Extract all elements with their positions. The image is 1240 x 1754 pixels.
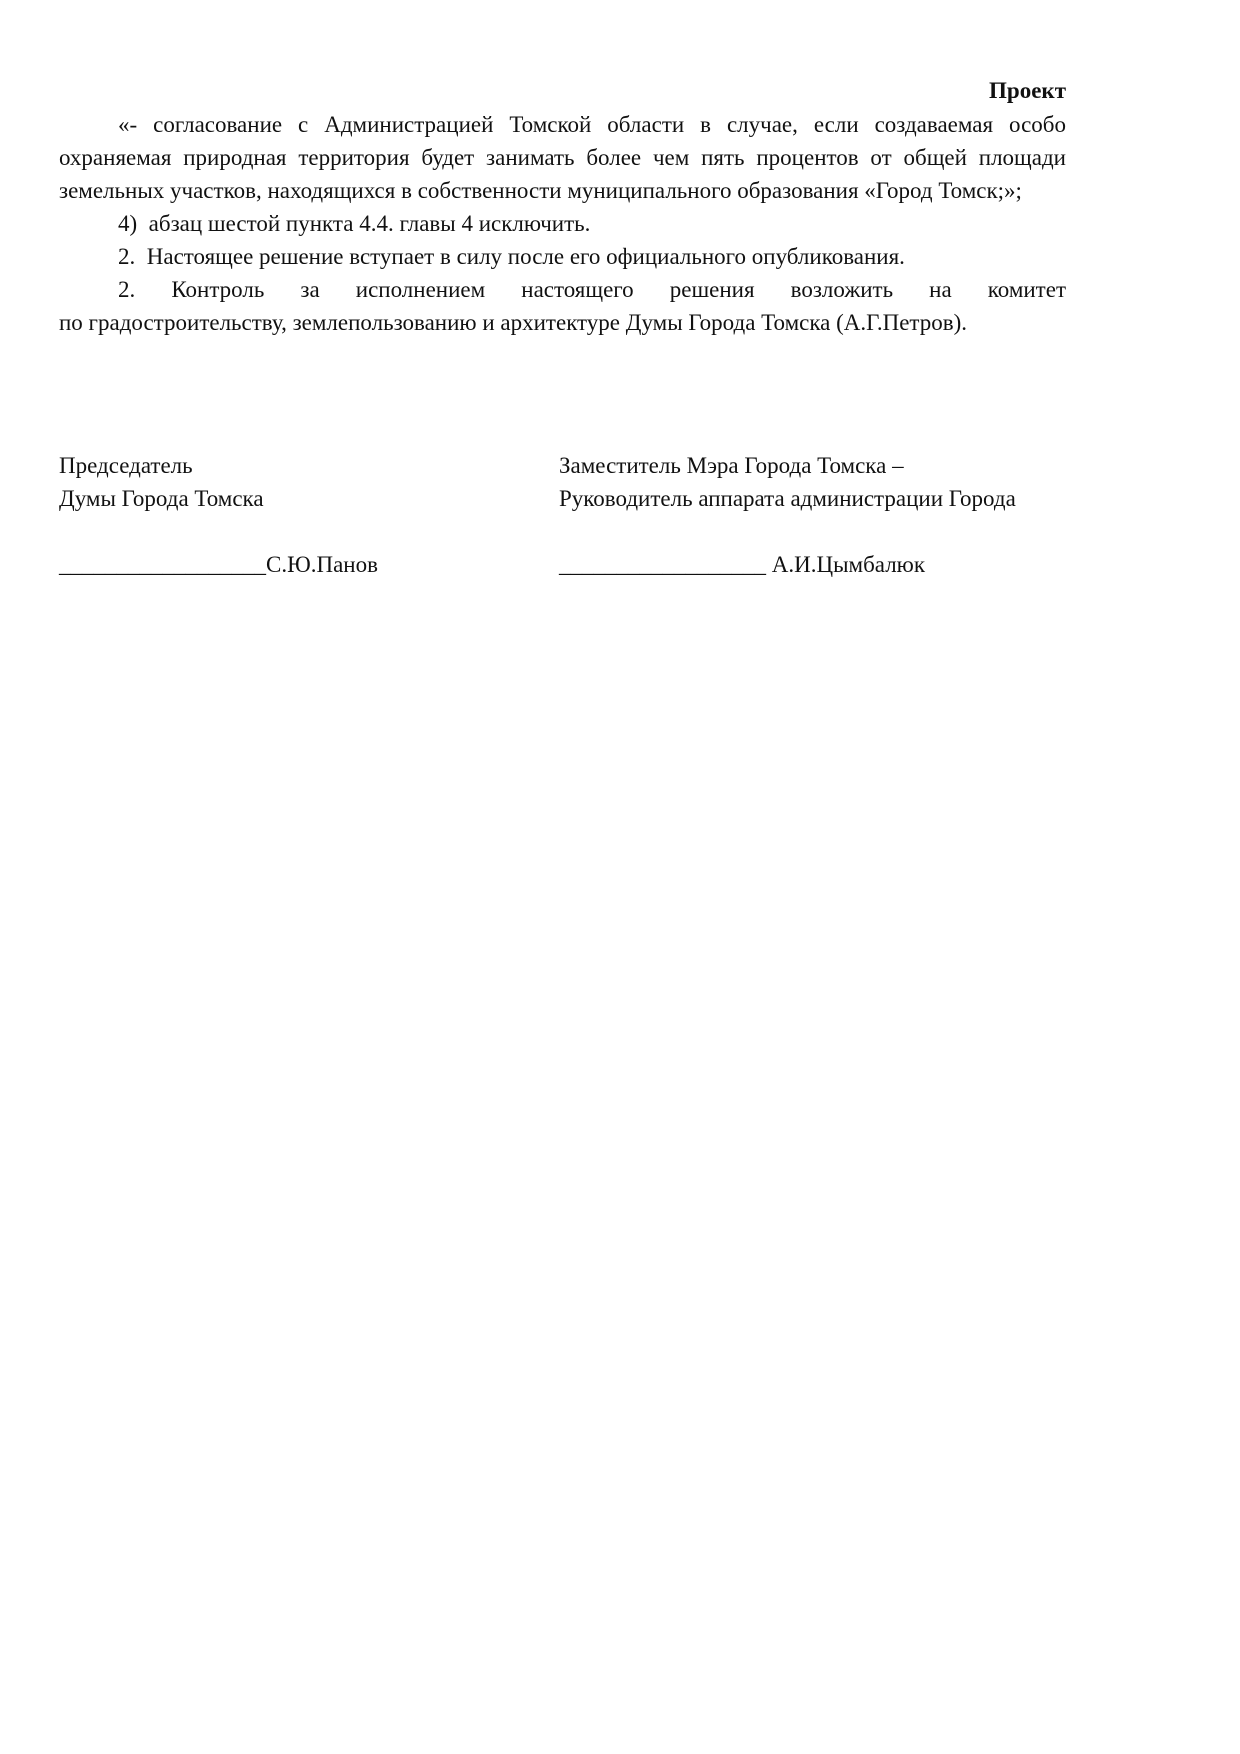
- item-2-effective-paragraph: 2. Настоящее решение вступает в силу после его официального опубликования.: [118, 244, 905, 269]
- signature-right-title-1: Заместитель Мэра Города Томска –: [559, 453, 904, 478]
- signature-right: [559, 449, 1066, 581]
- signature-right-name: __________________ А.И.Цымбалюк: [559, 552, 926, 577]
- project-label: Проект: [989, 78, 1066, 103]
- item-2-control-paragraph-line2: по градостроительству, землепользованию и архитектуре Думы Города Томска (А.Г.Петров).: [59, 310, 968, 335]
- amendment-quote-paragraph: «- согласование с Администрацией Томской области в случае, если создаваемая особо охраняемая природная территория будет занимать более чем пять процентов от общей площади земельных участков, находящихся в собственности муниципального образования «Город Томск;»;: [59, 112, 1066, 203]
- item-4-paragraph: 4) абзац шестой пункта 4.4. главы 4 исключить.: [118, 211, 591, 236]
- signature-left: [59, 449, 539, 581]
- signature-left-title-1: Председатель: [59, 453, 193, 478]
- item-2-control-paragraph-line1: 2. Контроль за исполнением настоящего решения возложить на комитет: [118, 277, 1066, 302]
- signature-left-name: __________________С.Ю.Панов: [59, 552, 378, 577]
- signature-left-title-2: Думы Города Томска: [59, 486, 264, 511]
- signature-right-title-2: Руководитель аппарата администрации Города: [559, 486, 1016, 511]
- document-page: [59, 74, 1066, 339]
